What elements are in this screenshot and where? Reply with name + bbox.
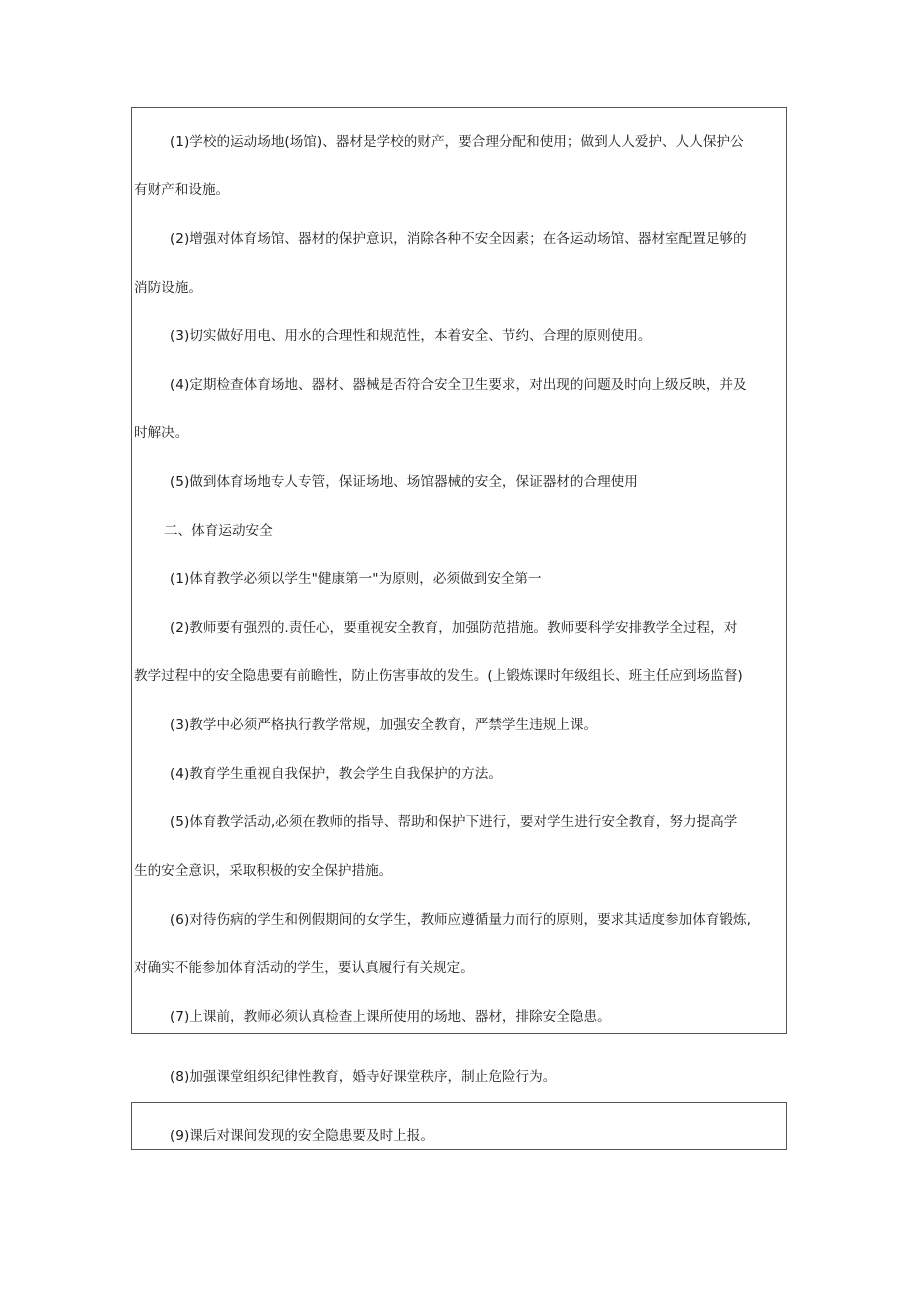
paragraph-line: 教学过程中的安全隐患要有前瞻性，防止伤害事故的发生。(上锻炼课时年级组长、班主任应到场监督) bbox=[134, 668, 743, 684]
paragraph-line: 时解决。 bbox=[134, 425, 189, 441]
paragraph-line: (6)对待伤病的学生和例假期间的女学生，教师应遵循量力而行的原则，要求其适度参加体育锻炼, bbox=[170, 912, 751, 928]
paragraph-line: 对确实不能参加体育活动的学生，要认真履行有关规定。 bbox=[134, 960, 474, 976]
paragraph-line: (5)体育教学活动,必须在教师的指导、帮助和保护下进行，要对学生进行安全教育，努力提高学 bbox=[170, 814, 738, 830]
paragraph-line: (5)做到体育场地专人专管，保证场地、场馆器械的安全，保证器材的合理使用 bbox=[170, 474, 638, 490]
paragraph-line: 有财产和设施。 bbox=[134, 182, 230, 198]
paragraph-line: (4)定期检查体育场地、器材、器械是否符合安全卫生要求，对出现的问题及时向上级反映，并及 bbox=[170, 377, 747, 393]
paragraph-line: (3)切实做好用电、用水的合理性和规范性，本着安全、节约、合理的原则使用。 bbox=[170, 328, 652, 344]
paragraph-line: (9)课后对课间发现的安全隐患要及时上报。 bbox=[170, 1128, 434, 1144]
paragraph-line: 消防设施。 bbox=[134, 280, 202, 296]
paragraph-line: (1)体育教学必须以学生"健康第一"为原则，必须做到安全第一 bbox=[170, 571, 542, 587]
paragraph-line: (7)上课前，教师必须认真检查上课所使用的场地、器材，排除安全隐患。 bbox=[170, 1009, 611, 1025]
paragraph-line: (8)加强课堂组织纪律性教育，婚寺好课堂秩序，制止危险行为。 bbox=[170, 1069, 557, 1085]
paragraph-line: (2)增强对体育场馆、器材的保护意识，消除各种不安全因素；在各运动场馆、器材室配置足够的 bbox=[170, 231, 747, 247]
section-heading: 二、体育运动安全 bbox=[164, 523, 273, 539]
paragraph-line: (2)教师要有强烈的.责任心，要重视安全教育，加强防范措施。教师要科学安排教学全过程，对 bbox=[170, 620, 738, 636]
paragraph-line: 生的安全意识，采取积极的安全保护措施。 bbox=[134, 863, 393, 879]
paragraph-line: (4)教育学生重视自我保护，教会学生自我保护的方法。 bbox=[170, 766, 502, 782]
paragraph-line: (1)学校的运动场地(场馆)、器材是学校的财产，要合理分配和使用；做到人人爱护、人人保护公 bbox=[170, 134, 744, 150]
paragraph-line: (3)教学中必须严格执行教学常规，加强安全教育，严禁学生违规上课。 bbox=[170, 717, 598, 733]
